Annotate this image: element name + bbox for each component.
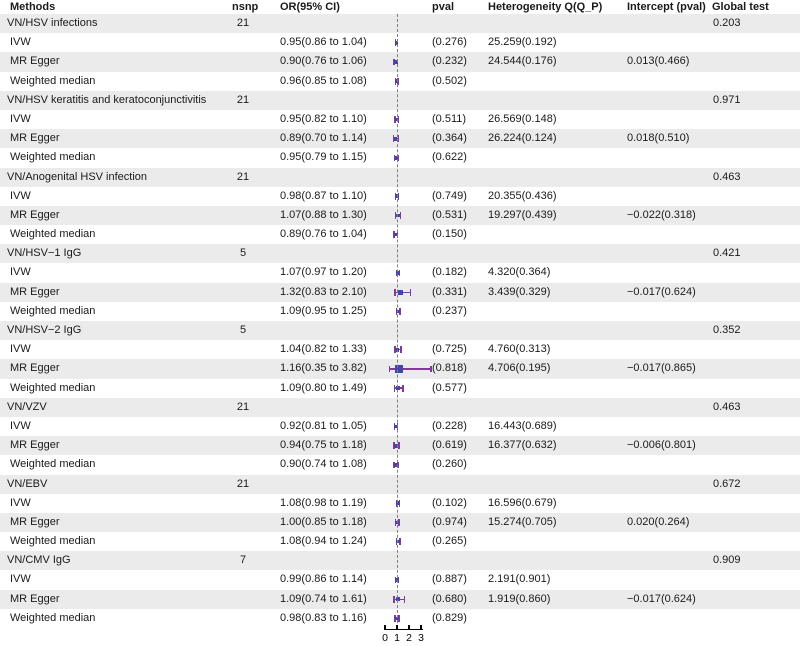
- group-label-cell: VN/HSV infections: [7, 17, 98, 29]
- method-cell: IVW: [10, 266, 31, 279]
- heterogeneity-cell: 4.706(0.195): [488, 362, 551, 375]
- nsnp-cell: 21: [236, 17, 250, 29]
- pval-cell: (0.749): [432, 189, 467, 202]
- global-test-cell: 0.672: [713, 477, 741, 490]
- or-ci-cell: 0.95(0.79 to 1.15): [280, 151, 367, 164]
- group-label-cell: VN/CMV IgG: [7, 554, 71, 567]
- col-header-global-test: Global test: [712, 1, 769, 13]
- pval-cell: (0.364): [432, 132, 467, 145]
- group-label-cell: VN/HSV keratitis and keratoconjunctivitis: [7, 93, 207, 106]
- or-ci-cell: 1.04(0.82 to 1.33): [280, 343, 367, 356]
- method-cell: MR Egger: [10, 362, 60, 375]
- group-row: [0, 321, 800, 340]
- pval-cell: (0.619): [432, 439, 467, 452]
- group-row: [0, 14, 800, 33]
- or-ci-cell: 1.16(0.35 to 3.82): [280, 362, 367, 375]
- method-cell: Weighted median: [10, 151, 96, 164]
- method-cell: MR Egger: [10, 55, 60, 68]
- col-header-nsnp: nsnp: [232, 1, 259, 13]
- method-cell: MR Egger: [10, 592, 60, 605]
- pval-cell: (0.260): [432, 458, 467, 471]
- pval-cell: (0.276): [432, 36, 467, 49]
- or-ci-cell: 1.32(0.83 to 2.10): [280, 285, 367, 298]
- method-cell: IVW: [10, 419, 31, 432]
- or-ci-cell: 1.07(0.88 to 1.30): [280, 208, 367, 221]
- pval-cell: (0.531): [432, 208, 467, 221]
- x-axis-tick-label: 1: [394, 631, 400, 644]
- method-cell: MR Egger: [10, 439, 60, 452]
- heterogeneity-cell: 19.297(0.439): [488, 208, 557, 221]
- or-ci-cell: 1.08(0.98 to 1.19): [280, 496, 367, 509]
- method-row: [0, 513, 800, 532]
- or-ci-cell: 0.94(0.75 to 1.18): [280, 439, 367, 452]
- x-axis-tick-label: 3: [418, 631, 424, 644]
- or-ci-cell: 0.95(0.86 to 1.04): [280, 36, 367, 49]
- or-ci-cell: 0.92(0.81 to 1.05): [280, 419, 367, 432]
- heterogeneity-cell: 25.259(0.192): [488, 36, 557, 49]
- pval-cell: (0.232): [432, 55, 467, 68]
- method-cell: IVW: [10, 36, 31, 49]
- method-cell: IVW: [10, 112, 31, 125]
- method-cell: IVW: [10, 573, 31, 586]
- or-ci-cell: 0.99(0.86 to 1.14): [280, 573, 367, 586]
- method-row: [0, 206, 800, 225]
- heterogeneity-cell: 16.377(0.632): [488, 439, 557, 452]
- group-row: [0, 91, 800, 110]
- global-test-cell: 0.909: [713, 554, 741, 567]
- method-row: [0, 110, 800, 129]
- method-row: [0, 590, 800, 609]
- intercept-cell: −0.006(0.801): [627, 439, 696, 452]
- global-test-cell: 0.203: [713, 17, 741, 29]
- col-header-methods: Methods: [10, 1, 56, 13]
- or-ci-cell: 0.96(0.85 to 1.08): [280, 74, 367, 87]
- intercept-cell: 0.018(0.510): [627, 132, 690, 145]
- group-label-cell: VN/VZV: [7, 400, 47, 413]
- method-row: [0, 33, 800, 52]
- nsnp-cell: 21: [236, 170, 250, 183]
- method-row: [0, 494, 800, 513]
- heterogeneity-cell: 2.191(0.901): [488, 573, 551, 586]
- method-row: [0, 187, 800, 206]
- col-header-pval: pval: [432, 1, 455, 13]
- heterogeneity-cell: 1.919(0.860): [488, 592, 551, 605]
- col-header-or-ci: OR(95% CI): [280, 1, 340, 13]
- or-ci-cell: 1.00(0.85 to 1.18): [280, 515, 367, 528]
- method-cell: Weighted median: [10, 74, 96, 87]
- pval-cell: (0.228): [432, 419, 467, 432]
- method-cell: MR Egger: [10, 515, 60, 528]
- method-row: [0, 302, 800, 321]
- heterogeneity-cell: 16.596(0.679): [488, 496, 557, 509]
- group-row: [0, 398, 800, 417]
- or-ci-cell: 1.09(0.74 to 1.61): [280, 592, 367, 605]
- col-header-intercept: Intercept (pval): [627, 1, 706, 13]
- heterogeneity-cell: 4.760(0.313): [488, 343, 551, 356]
- method-cell: Weighted median: [10, 381, 96, 394]
- pval-cell: (0.887): [432, 573, 467, 586]
- method-row: [0, 417, 800, 436]
- group-row: [0, 168, 800, 187]
- pval-cell: (0.502): [432, 74, 467, 87]
- method-row: [0, 379, 800, 398]
- pval-cell: (0.577): [432, 381, 467, 394]
- pval-cell: (0.725): [432, 343, 467, 356]
- heterogeneity-cell: 26.224(0.124): [488, 132, 557, 145]
- method-cell: Weighted median: [10, 535, 96, 548]
- group-label-cell: VN/EBV: [7, 477, 48, 490]
- global-test-cell: 0.463: [713, 400, 741, 413]
- group-label-cell: VN/HSV−2 IgG: [7, 324, 82, 336]
- x-axis-line: [384, 629, 423, 630]
- nsnp-cell: 5: [239, 247, 247, 260]
- heterogeneity-cell: 16.443(0.689): [488, 419, 557, 432]
- x-axis-tick-label: 2: [406, 631, 412, 644]
- method-row: [0, 609, 800, 628]
- pval-cell: (0.818): [432, 362, 467, 375]
- heterogeneity-cell: 4.320(0.364): [488, 266, 551, 279]
- method-cell: MR Egger: [10, 285, 60, 298]
- nsnp-cell: 21: [236, 400, 250, 413]
- method-row: [0, 225, 800, 244]
- pval-cell: (0.237): [432, 304, 467, 317]
- pval-cell: (0.829): [432, 611, 467, 624]
- or-ci-cell: 1.08(0.94 to 1.24): [280, 535, 367, 548]
- intercept-cell: −0.017(0.865): [627, 362, 696, 375]
- method-cell: MR Egger: [10, 132, 60, 145]
- method-cell: IVW: [10, 496, 31, 509]
- global-test-cell: 0.971: [713, 93, 741, 106]
- method-row: [0, 570, 800, 589]
- group-row: [0, 551, 800, 570]
- method-row: [0, 455, 800, 474]
- method-row: [0, 340, 800, 359]
- intercept-cell: −0.022(0.318): [627, 208, 696, 221]
- or-ci-cell: 1.09(0.95 to 1.25): [280, 304, 367, 317]
- pval-cell: (0.622): [432, 151, 467, 164]
- nsnp-cell: 7: [239, 554, 247, 567]
- heterogeneity-cell: 26.569(0.148): [488, 112, 557, 125]
- heterogeneity-cell: 24.544(0.176): [488, 55, 557, 68]
- pval-cell: (0.102): [432, 496, 467, 509]
- method-cell: Weighted median: [10, 611, 96, 624]
- heterogeneity-cell: 3.439(0.329): [488, 285, 551, 298]
- method-cell: IVW: [10, 343, 31, 356]
- or-ci-cell: 0.95(0.82 to 1.10): [280, 112, 367, 125]
- heterogeneity-cell: 20.355(0.436): [488, 189, 557, 202]
- nsnp-cell: 21: [236, 477, 250, 490]
- method-cell: Weighted median: [10, 228, 96, 241]
- global-test-cell: 0.463: [713, 170, 741, 183]
- pval-cell: (0.265): [432, 535, 467, 548]
- or-ci-cell: 0.89(0.70 to 1.14): [280, 132, 367, 145]
- method-cell: Weighted median: [10, 458, 96, 471]
- nsnp-cell: 5: [239, 324, 247, 336]
- pval-cell: (0.974): [432, 515, 467, 528]
- or-ci-cell: 0.90(0.76 to 1.06): [280, 55, 367, 68]
- heterogeneity-cell: 15.274(0.705): [488, 515, 557, 528]
- method-row: [0, 283, 800, 302]
- method-row: [0, 263, 800, 282]
- method-row: [0, 359, 800, 378]
- pval-cell: (0.331): [432, 285, 467, 298]
- or-ci-cell: 0.98(0.83 to 1.16): [280, 611, 367, 624]
- pval-cell: (0.680): [432, 592, 467, 605]
- method-row: [0, 148, 800, 167]
- intercept-cell: −0.017(0.624): [627, 285, 696, 298]
- or-ci-cell: 1.07(0.97 to 1.20): [280, 266, 367, 279]
- method-cell: Weighted median: [10, 304, 96, 317]
- method-cell: MR Egger: [10, 208, 60, 221]
- global-test-cell: 0.421: [713, 247, 741, 260]
- group-row: [0, 475, 800, 494]
- method-row: [0, 72, 800, 91]
- pval-cell: (0.150): [432, 228, 467, 241]
- group-label-cell: VN/HSV−1 IgG: [7, 247, 82, 260]
- intercept-cell: 0.020(0.264): [627, 515, 690, 528]
- or-ci-cell: 1.09(0.80 to 1.49): [280, 381, 367, 394]
- method-row: [0, 52, 800, 71]
- group-row: [0, 244, 800, 263]
- method-row: [0, 129, 800, 148]
- intercept-cell: 0.013(0.466): [627, 55, 690, 68]
- or-ci-cell: 0.89(0.76 to 1.04): [280, 228, 367, 241]
- method-row: [0, 436, 800, 455]
- pval-cell: (0.511): [432, 112, 467, 125]
- nsnp-cell: 21: [236, 93, 250, 106]
- pval-cell: (0.182): [432, 266, 467, 279]
- global-test-cell: 0.352: [713, 324, 741, 336]
- method-row: [0, 532, 800, 551]
- x-axis-tick-label: 0: [382, 631, 388, 644]
- or-ci-cell: 0.90(0.74 to 1.08): [280, 458, 367, 471]
- method-cell: IVW: [10, 189, 31, 202]
- or-ci-cell: 0.98(0.87 to 1.10): [280, 189, 367, 202]
- group-label-cell: VN/Anogenital HSV infection: [7, 170, 148, 183]
- col-header-heterogeneity: Heterogeneity Q(Q_P): [488, 1, 603, 13]
- intercept-cell: −0.017(0.624): [627, 592, 696, 605]
